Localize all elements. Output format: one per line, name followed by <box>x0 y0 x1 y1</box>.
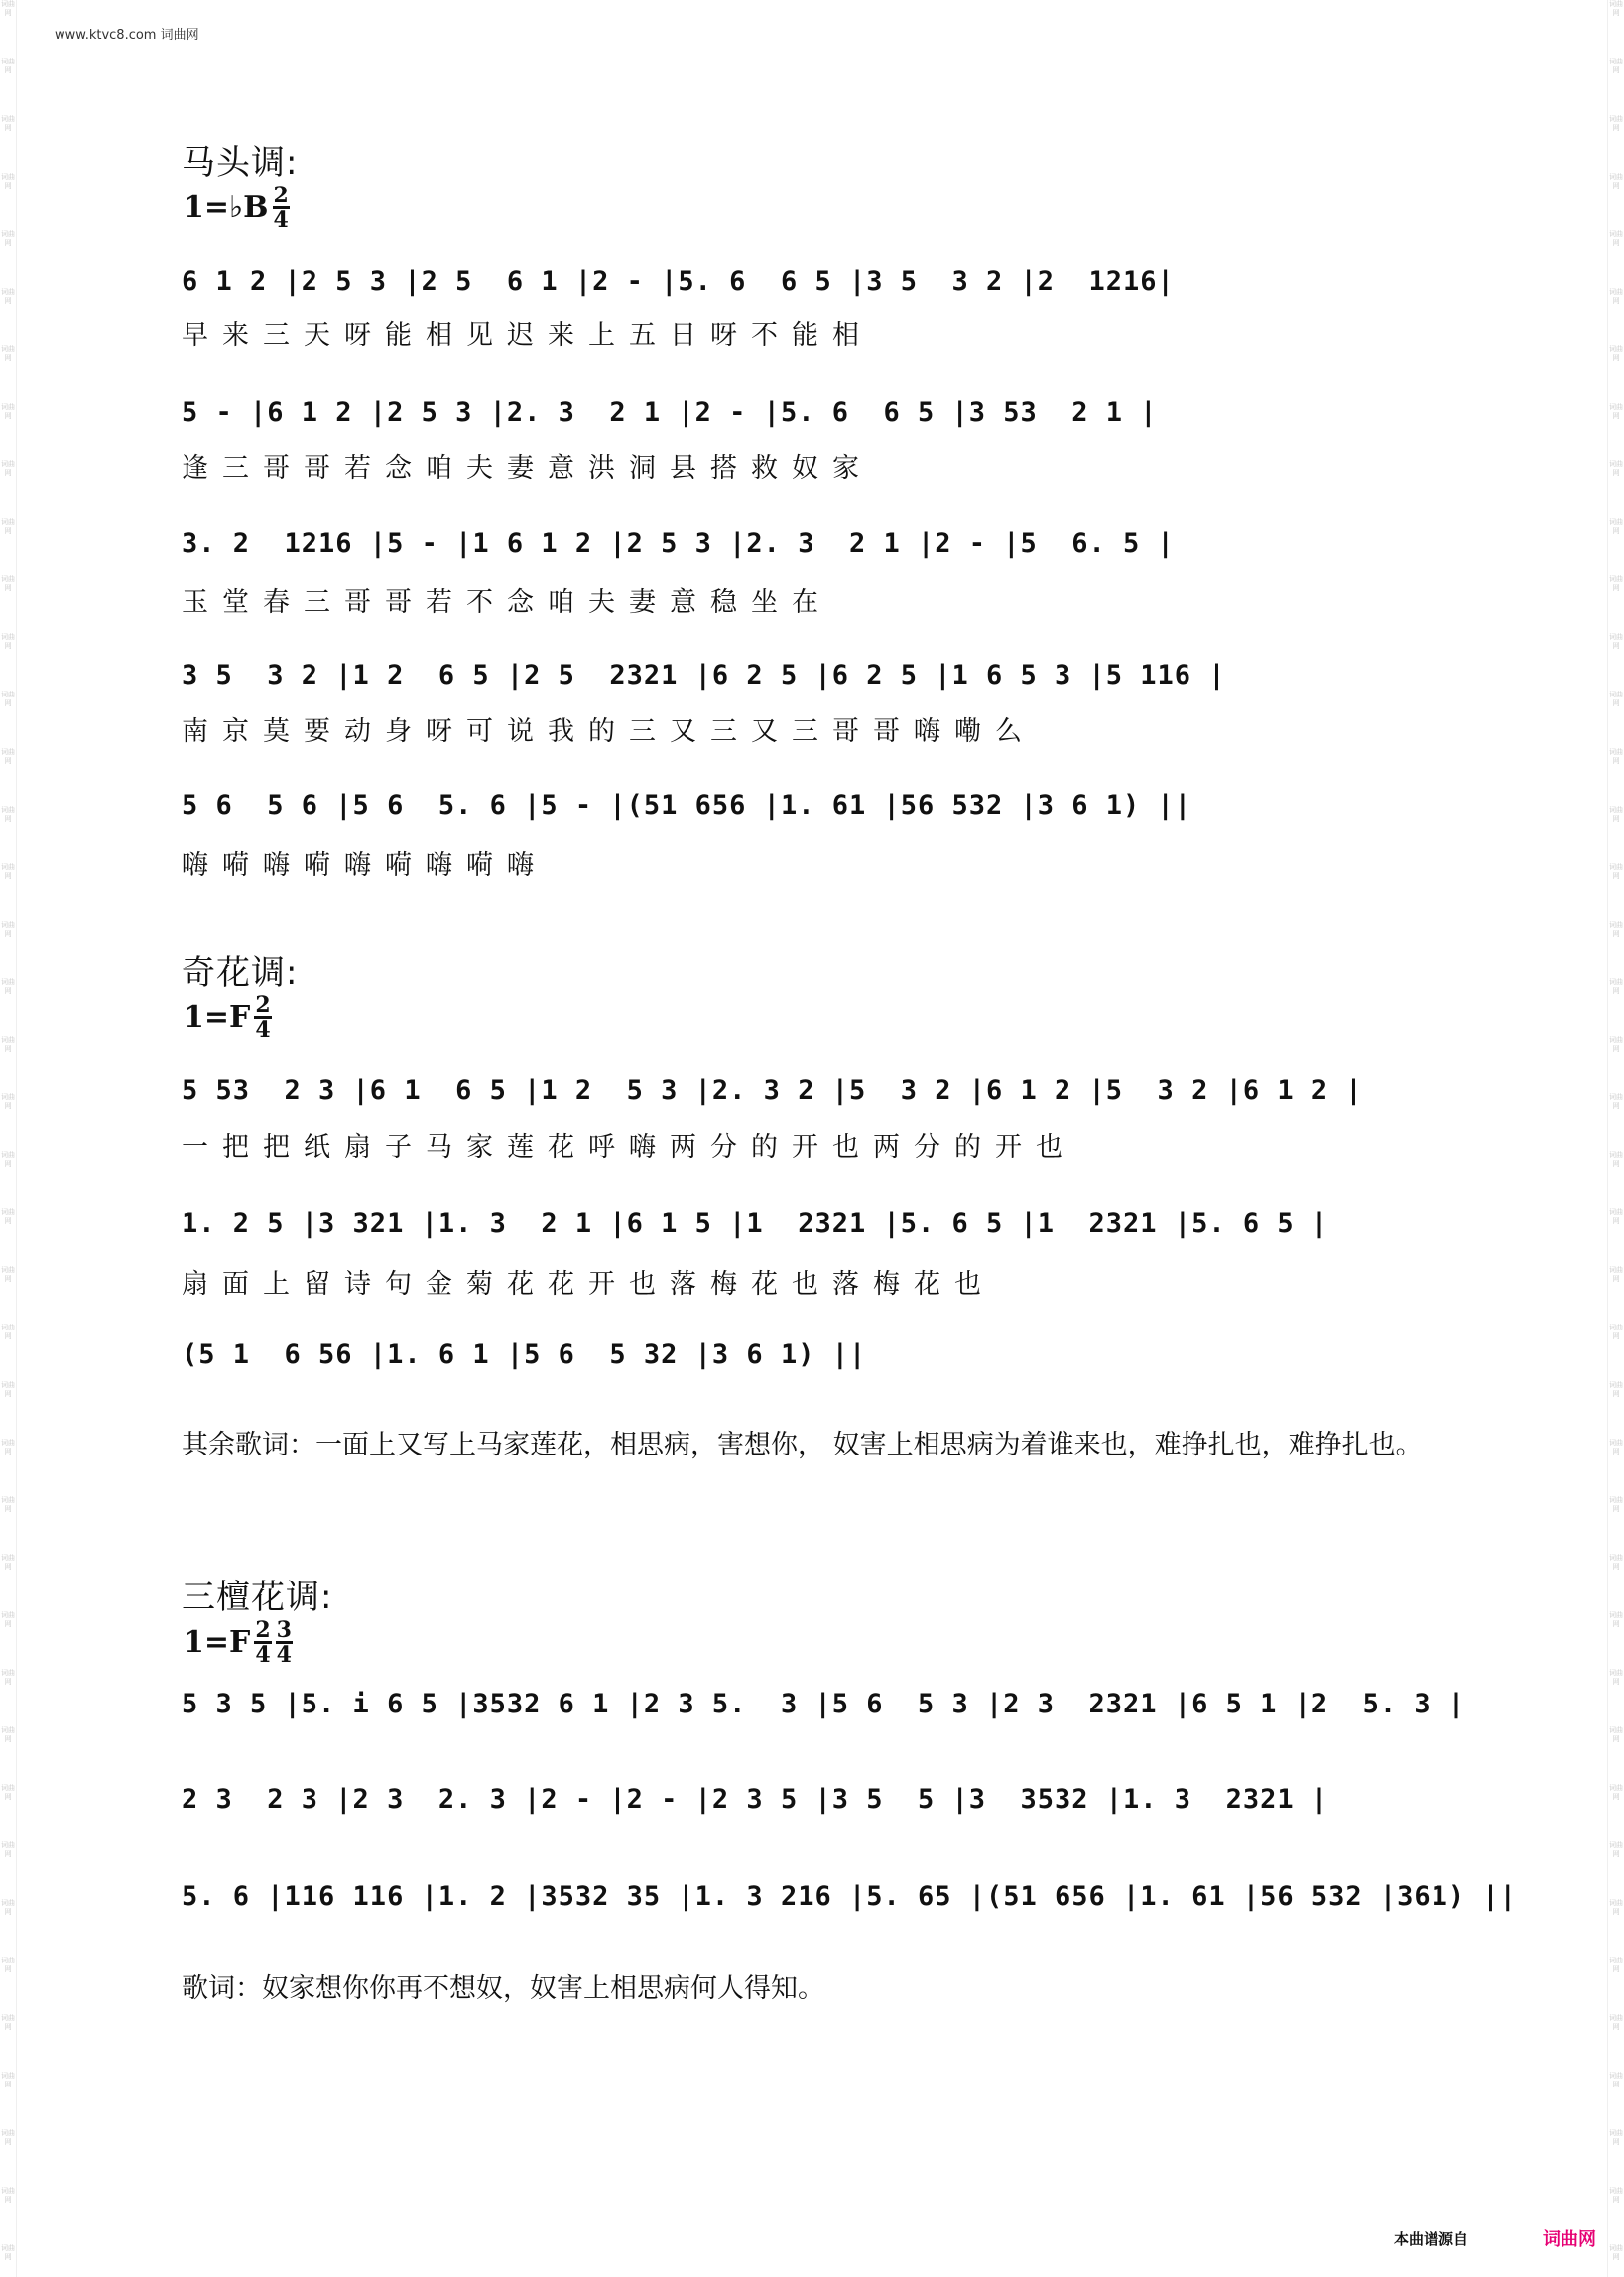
watermark-text: 词曲网 <box>1 691 15 707</box>
watermark-text: 词曲网 <box>1609 1841 1623 1858</box>
watermark-text: 词曲网 <box>1 921 15 938</box>
watermark-text: 词曲网 <box>1609 748 1623 765</box>
watermark-text: 词曲网 <box>1 1266 15 1283</box>
watermark-text: 词曲网 <box>1 633 15 650</box>
watermark-text: 词曲网 <box>1 1151 15 1168</box>
watermark-text: 词曲网 <box>1 1554 15 1571</box>
watermark-text: 词曲网 <box>1 460 15 477</box>
watermark-text: 词曲网 <box>1 1899 15 1916</box>
watermark-text: 词曲网 <box>1609 1784 1623 1801</box>
key-label: 1=F <box>184 1000 251 1035</box>
notation-line: 3. 2 1216 |5 - |1 6 1 2 |2 5 3 |2. 3 2 1 |2 - |5 6. 5 | <box>182 528 1175 559</box>
watermark-text: 词曲网 <box>1 1093 15 1110</box>
watermark-text: 词曲网 <box>1609 1554 1623 1571</box>
lyrics-line: 早来三天呀能相见迟来上五日呀不能相 <box>182 320 873 351</box>
watermark-text: 词曲网 <box>1609 691 1623 707</box>
lyrics-line: 一把把纸扇子马家莲花呼嗨两分的开也两分的开也 <box>182 1132 1076 1163</box>
watermark-text: 词曲网 <box>1609 115 1623 132</box>
watermark-text: 词曲网 <box>1609 345 1623 362</box>
watermark-text: 词曲网 <box>1609 575 1623 592</box>
watermark-text: 词曲网 <box>1609 0 1623 17</box>
watermark-text: 词曲网 <box>1 2244 15 2261</box>
notation-line: 3 5 3 2 |1 2 6 5 |2 5 2321 |6 2 5 |6 2 5 |1 6 5 3 |5 116 | <box>182 660 1226 691</box>
watermark-text: 词曲网 <box>1 403 15 420</box>
lyrics-line: 扇面上留诗句金菊花花开也落梅花也落梅花也 <box>182 1269 995 1300</box>
watermark-text: 词曲网 <box>1609 1324 1623 1340</box>
watermark-text: 词曲网 <box>1609 2072 1623 2088</box>
watermark-text: 词曲网 <box>1609 2129 1623 2146</box>
header-url: www.ktvc8.com 词曲网 <box>55 28 199 43</box>
watermark-text: 词曲网 <box>1 1439 15 1455</box>
watermark-text: 词曲网 <box>1 115 15 132</box>
watermark-text: 词曲网 <box>1609 806 1623 822</box>
watermark-text: 词曲网 <box>1 1726 15 1743</box>
watermark-text: 词曲网 <box>1 0 15 17</box>
notation-line: 5 - |6 1 2 |2 5 3 |2. 3 2 1 |2 - |5. 6 6 5 |3 53 2 1 | <box>182 397 1158 428</box>
watermark-text: 词曲网 <box>1609 1036 1623 1053</box>
watermark-text: 词曲网 <box>1 58 15 74</box>
watermark-text: 词曲网 <box>1 1381 15 1398</box>
remaining-lyrics-note: 其余歌词：一面上又写上马家莲花，相思病，害想你， 奴害上相思病为着谁来也，难挣扎也，难挣扎也。 <box>182 1430 1423 1460</box>
notation-line: 5 53 2 3 |6 1 6 5 |1 2 5 3 |2. 3 2 |5 3 2 |6 1 2 |5 3 2 |6 1 2 | <box>182 1075 1363 1106</box>
watermark-text: 词曲网 <box>1609 1266 1623 1283</box>
watermark-text: 词曲网 <box>1609 1381 1623 1398</box>
watermark-text: 词曲网 <box>1609 978 1623 995</box>
time-signature: 2 4 <box>273 183 289 233</box>
watermark-text: 词曲网 <box>1 230 15 247</box>
lyrics-line: 玉堂春三哥哥若不念咱夫妻意稳坐在 <box>182 587 832 618</box>
key-signature-qihua <box>184 994 272 1041</box>
watermark-text: 词曲网 <box>1609 863 1623 880</box>
left-watermark-strip <box>0 0 17 2277</box>
watermark-text: 词曲网 <box>1609 1496 1623 1513</box>
watermark-text: 词曲网 <box>1 863 15 880</box>
time-signature: 2 4 <box>255 992 271 1043</box>
section-title-qihua: 奇花调: <box>182 953 299 993</box>
watermark-text: 词曲网 <box>1609 1611 1623 1628</box>
watermark-text: 词曲网 <box>1609 1957 1623 1973</box>
watermark-text: 词曲网 <box>1609 633 1623 650</box>
right-watermark-strip <box>1607 0 1624 2277</box>
watermark-text: 词曲网 <box>1609 288 1623 305</box>
watermark-text: 词曲网 <box>1609 1726 1623 1743</box>
time-signature-1: 2 4 <box>255 1617 271 1668</box>
watermark-text: 词曲网 <box>1 173 15 190</box>
watermark-text: 词曲网 <box>1609 2244 1623 2261</box>
key-label: 1=F <box>184 1625 251 1660</box>
watermark-text: 词曲网 <box>1609 921 1623 938</box>
section-title-matou: 马头调: <box>182 143 299 183</box>
footer-brand-logo: 词曲网 <box>1543 2229 1596 2250</box>
notation-line: 2 3 2 3 |2 3 2. 3 |2 - |2 - |2 3 5 |3 5 5 |3 3532 |1. 3 2321 | <box>182 1784 1329 1815</box>
watermark-text: 词曲网 <box>1 518 15 535</box>
notation-line: 5. 6 |116 116 |1. 2 |3532 35 |1. 3 216 |5. 65 |(51 656 |1. 61 |56 532 |361) || <box>182 1881 1517 1912</box>
notation-line: 5 3 5 |5. i 6 5 |3532 6 1 |2 3 5. 3 |5 6 5 3 |2 3 2321 |6 5 1 |2 5. 3 | <box>182 1689 1466 1719</box>
watermark-text: 词曲网 <box>1 1208 15 1225</box>
watermark-text: 词曲网 <box>1609 403 1623 420</box>
watermark-text: 词曲网 <box>1609 1093 1623 1110</box>
lyrics-line: 嗨嗬嗨嗬嗨嗬嗨嗬嗨 <box>182 850 548 881</box>
watermark-text: 词曲网 <box>1 1669 15 1686</box>
watermark-text: 词曲网 <box>1 1611 15 1628</box>
notation-line: 6 1 2 |2 5 3 |2 5 6 1 |2 - |5. 6 6 5 |3 5 3 2 |2 1216| <box>182 266 1175 297</box>
watermark-text: 词曲网 <box>1 1324 15 1340</box>
watermark-text: 词曲网 <box>1609 1151 1623 1168</box>
key-signature-santanhua <box>184 1619 293 1666</box>
watermark-text: 词曲网 <box>1609 230 1623 247</box>
key-label: 1=♭B <box>184 190 269 225</box>
watermark-text: 词曲网 <box>1 1957 15 1973</box>
watermark-text: 词曲网 <box>1 2072 15 2088</box>
watermark-text: 词曲网 <box>1 978 15 995</box>
watermark-text: 词曲网 <box>1609 58 1623 74</box>
watermark-text: 词曲网 <box>1609 1899 1623 1916</box>
watermark-text: 词曲网 <box>1609 518 1623 535</box>
watermark-text: 词曲网 <box>1 2187 15 2204</box>
lyrics-note: 歌词：奴家想你你再不想奴，奴害上相思病何人得知。 <box>182 1973 824 2004</box>
watermark-text: 词曲网 <box>1609 1208 1623 1225</box>
section-title-santanhua: 三檀花调: <box>182 1578 333 1617</box>
watermark-text: 词曲网 <box>1609 2187 1623 2204</box>
time-signature-2: 3 4 <box>276 1617 292 1668</box>
watermark-text: 词曲网 <box>1 1036 15 1053</box>
watermark-text: 词曲网 <box>1 2014 15 2031</box>
watermark-text: 词曲网 <box>1 345 15 362</box>
watermark-text: 词曲网 <box>1609 1439 1623 1455</box>
watermark-text: 词曲网 <box>1 748 15 765</box>
notation-line: 1. 2 5 |3 321 |1. 3 2 1 |6 1 5 |1 2321 |5. 6 5 |1 2321 |5. 6 5 | <box>182 1208 1329 1239</box>
lyrics-line: 逢三哥哥若念咱夫妻意洪洞县搭救奴家 <box>182 453 873 484</box>
watermark-text: 词曲网 <box>1 575 15 592</box>
watermark-text: 词曲网 <box>1 1496 15 1513</box>
watermark-text: 词曲网 <box>1 806 15 822</box>
footer-source-label: 本曲谱源自 <box>1394 2230 1469 2248</box>
key-signature-matou <box>184 185 290 231</box>
watermark-text: 词曲网 <box>1609 2014 1623 2031</box>
watermark-text: 词曲网 <box>1609 1669 1623 1686</box>
watermark-text: 词曲网 <box>1 288 15 305</box>
watermark-text: 词曲网 <box>1609 460 1623 477</box>
watermark-text: 词曲网 <box>1 1841 15 1858</box>
watermark-text: 词曲网 <box>1609 173 1623 190</box>
notation-line: 5 6 5 6 |5 6 5. 6 |5 - |(51 656 |1. 61 |56 532 |3 6 1) || <box>182 790 1192 821</box>
watermark-text: 词曲网 <box>1 2129 15 2146</box>
notation-line: (5 1 6 56 |1. 6 1 |5 6 5 32 |3 6 1) || <box>182 1339 867 1370</box>
lyrics-line: 南京莫要动身呀可说我的三又三又三哥哥嗨嘞么 <box>182 716 1036 747</box>
watermark-text: 词曲网 <box>1 1784 15 1801</box>
